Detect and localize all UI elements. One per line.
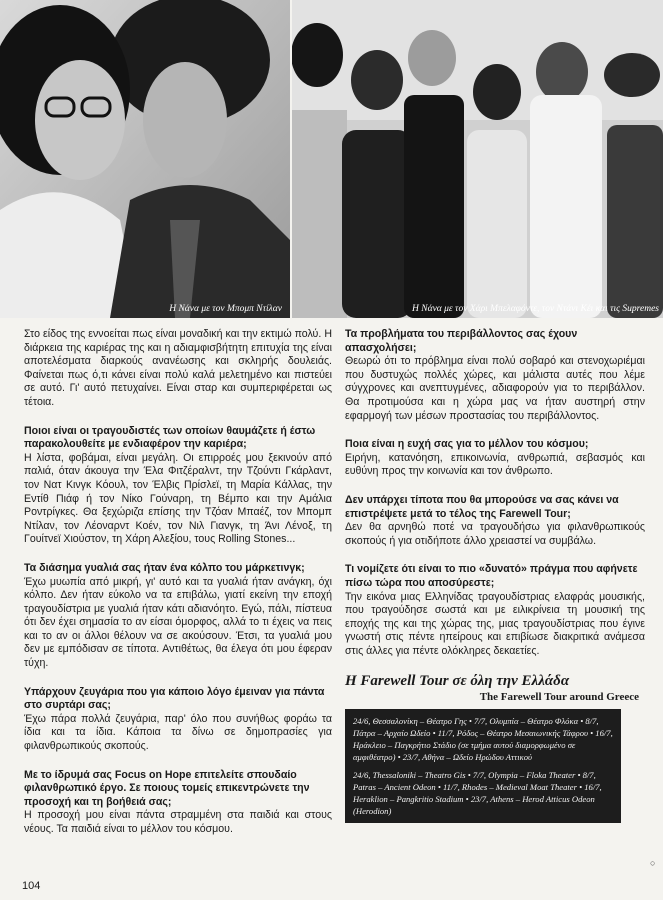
right-column [345,328,645,823]
qa-block [345,328,645,423]
answer: Την εικόνα μιας Ελληνίδας τραγουδίστριας ελαφράς μουσικής, που τραγούδησε σωστά και με ειλικρίνεια τη μουσική της εποχής της και της χώρας της, μιας τραγουδίστριας που έγινε γνωστή στις πέντε ηπείρους και επιβίωσε διακριτικά ανάμεσα στις άλλες για πέντε ολόκληρες δεκαετίες. [345,590,645,657]
page-number: 104 [22,880,41,892]
photo-strip [0,0,663,318]
question: Υπάρχουν ζευγάρια που για κάποιο λόγο έμειναν για πάντα στο συρτάρι σας; [24,685,325,712]
photo-right-caption: Η Νάνα με τον Χάρι Μπελαφόντε, τον Ντάνι Κέι και τις Supremes [412,304,659,314]
intro-paragraph: Στο είδος της εννοείται πως είναι μοναδική και την εκτιμώ πολύ. Η διάρκεια της καριέρας της και η αδιαμφισβήτητη επιτυχία της είναι αποτελέσματα διαρκούς ανανέωσης και σκληρής δουλειάς. Φαίνεται πως ό,τι κάνει είναι πολύ καλά μελετημένο και πιστεύει σε αυτό. Γι' αυτό πετυχαίνει. Είναι σταρ και συμπεριφέρεται ως τέτοια. [24,328,332,408]
photo-nana-dylan-image [0,0,290,318]
question: Ποια είναι η ευχή σας για το μέλλον του κόσμου; [345,438,589,451]
photo-left-caption: Η Νάνα με τον Μπομπ Ντίλαν [169,304,282,314]
qa-block [345,563,645,658]
left-column [24,328,332,852]
question: Τα προβλήματα του περιβάλλοντος σας έχουν απασχολήσει; [345,328,578,354]
qa-block [345,438,645,479]
photo-group-image [292,0,663,318]
answer: Θεωρώ ότι το πρόβλημα είναι πολύ σοβαρό και στενοχωριέμαι που δυστυχώς πολλές χώρες, και μάλιστα αυτές που λέμε σύγχρονες και ανεπτυγμένες, αδιαφορούν για το περιβάλλον. Θα προτιμούσα και η χώρα μας να ήταν αυστηρή στην εφαρμογή των μέσων προστασίας του περιβάλλοντος. [345,355,645,422]
tour-subtitle: The Farewell Tour around Greece [479,691,639,704]
question: Τα διάσημα γυαλιά σας ήταν ένα κόλπο του μάρκετινγκ; [24,561,305,574]
question: Ποιοι είναι οι τραγουδιστές των οποίων θαυμάζετε ή έστω παρακολουθείτε με ενδιαφέρον την καριέρα; [24,424,316,451]
qa-block [345,494,645,548]
qa-block [24,425,332,547]
qa-block [24,562,332,671]
question: Τι νομίζετε ότι είναι το πιο «δυνατό» πράγμα που αφήνετε πίσω τώρα που αποσύρεστε; [345,563,638,589]
photo-nana-belafonte-supremes [292,0,663,318]
answer: Έχω μυωπία από μικρή, γι' αυτό και τα γυαλιά ήταν ανάγκη, όχι κόλπο. Δεν ήταν εύκολο να τα επιβάλω, γιατί εκείνη την εποχή τραγουδίστρια με γυαλιά ήταν κάτι αδιανόητο. Εγώ, πάλι, πίστευα ότι δεν έχει σημασία το αν είσαι όμορφος, αλλά το τι έχεις να πεις και το αν οι άλλοι θέλουν να σε ακούσουν. Έτσι, τα γυαλιά μου δεν με εμπόδισαν σε τίποτα. Αντιθέτως, θα έλεγα ότι μου έφεραν τύχη. [24,575,332,670]
question: Δεν υπάρχει τίποτα που θα μπορούσε να σας κάνει να επιστρέψετε μετά το τέλος της Farewell Tour; [345,493,619,520]
answer: Ειρήνη, κατανόηση, επικοινωνία, ανθρωπιά, σεβασμός και ευθύνη προς την κοινωνία και τον άνθρωπο. [345,451,645,478]
qa-block [24,769,332,837]
margin-mark: ○ [650,858,656,868]
tour-section [345,673,645,823]
tour-title: Η Farewell Tour σε όλη την Ελλάδα [345,673,570,690]
tour-dates-greek: 24/6, Θεσσαλονίκη – Θέατρο Γης • 7/7, Ολυμπία – Θέατρο Φλόκα • 8/7, Πάτρα – Αρχαίο Ωδείο • 11/7, Ρόδος – Θέατρο Μεσαιωνικής Τάφρου • 16/7, Ηράκλειο – Παγκρήτιο Στάδιο (σε τμήμα αυτού διαμορφωμένο σε αμφιθέατρο) • 23/7, Αθήνα – Ωδείο Ηρώδου Αττικού [353,716,613,763]
answer: Η λίστα, φοβάμαι, είναι μεγάλη. Οι επιρροές μου ξεκινούν από παλιά, όταν άκουγα την Έλα Φιτζέραλντ, την Τζούντι Γκάρλαντ, τον Νατ Κινγκ Κόουλ, τον Έλβις Πρίσλεϊ, τη Μαρία Κάλλας, την Εντίθ Πιάφ ή τον Νίκο Γούναρη, τη Βέμπο και την Αμάλια Ροντρίγκες. Θα ξεχώριζα επίσης την Τζόαν Μπαέζ, τον Μπομπ Ντίλαν, τον Λέοναρντ Κοέν, τον Νιλ Γιανγκ, τη Άνι Λένοξ, τη Γουίτνεϊ Χιούστον, τη Χάρη Αλεξίου, τους Rolling Stones... [24,451,332,546]
answer: Η προσοχή μου είναι πάντα στραμμένη στα παιδιά και στους νέους. Τα παιδιά είναι το μέλλον του κόσμου. [24,809,332,835]
answer: Έχω πάρα πολλά ζευγάρια, παρ' όλο που συνήθως φοράω τα ίδια και τα ίδια. Κάποια τα δίνω σε δημοπρασίες για φιλανθρωπικούς σκοπούς. [24,712,332,753]
photo-nana-dylan [0,0,290,318]
question: Με το ίδρυμά σας Focus on Hope επιτελείτε σπουδαίο φιλανθρωπικό έργο. Σε ποιους τομείς επικεντρώνετε την προσοχή και τη βοήθειά σας; [24,768,310,808]
tour-dates-box [345,709,621,823]
qa-block [24,686,332,754]
intro-paragraph-block [24,328,332,410]
answer: Δεν θα αρνηθώ ποτέ να τραγουδήσω για φιλανθρωπικούς σκοπούς ή για οτιδήποτε άλλο χρειαστεί να συμβάλω. [345,521,645,547]
tour-dates-english: 24/6, Thessaloniki – Theatro Gis • 7/7, Olympia – Floka Theater • 8/7, Patras – Ancient Odeon • 11/7, Rhodes – Medieval Moat Theater • 16/7, Heraklion – Pangkritio Stadium • 23/7, Athens – Herod Atticus Odeon (Herodion) [353,770,602,817]
